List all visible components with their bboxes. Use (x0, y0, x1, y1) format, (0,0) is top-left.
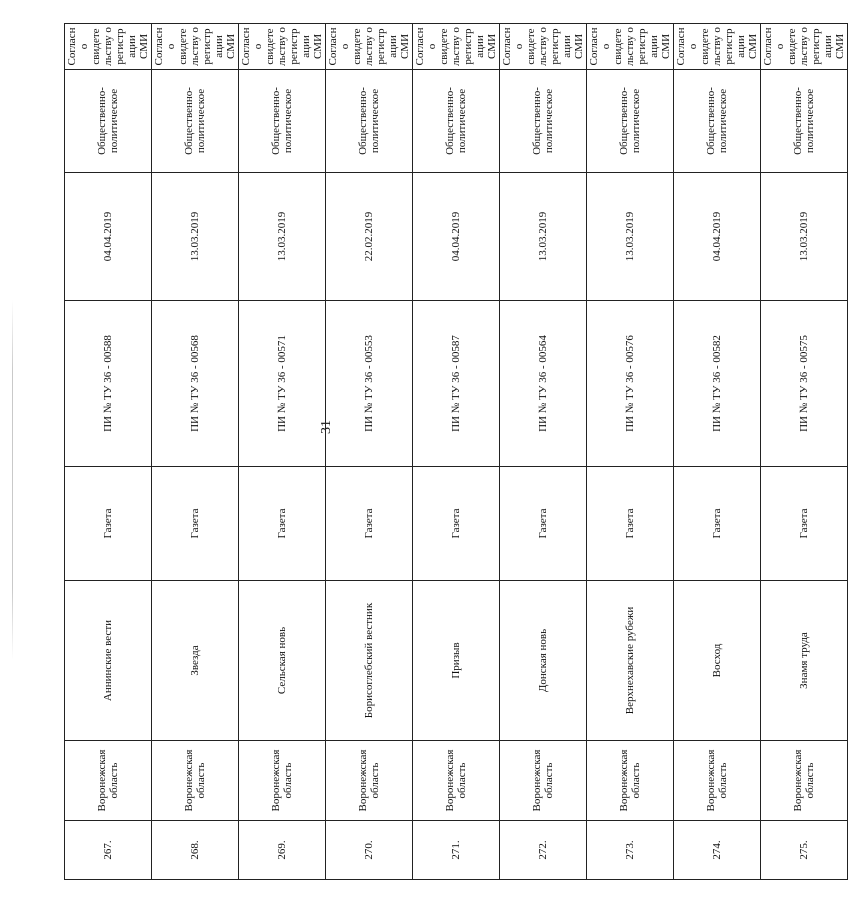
date-cell: 13.03.2019 (152, 173, 239, 301)
registration-cell: ПИ № ТУ 36 - 00564 (500, 301, 587, 467)
date-cell: 13.03.2019 (239, 173, 326, 301)
basis-cell: Согласно свидетельству о регистрации СМИ (587, 24, 674, 70)
table-row (761, 24, 848, 880)
region-cell: Воронежская область (761, 741, 848, 821)
theme-cell: Общественно-политическое (65, 70, 152, 173)
registration-cell: ПИ № ТУ 36 - 00575 (761, 301, 848, 467)
row-number: 274. (674, 821, 761, 880)
basis-cell: Согласно свидетельству о регистрации СМИ (500, 24, 587, 70)
row-number: 270. (326, 821, 413, 880)
basis-cell: Согласно свидетельству о регистрации СМИ (152, 24, 239, 70)
basis-cell: Согласно свидетельству о регистрации СМИ (239, 24, 326, 70)
date-cell: 04.04.2019 (674, 173, 761, 301)
title-cell: Восход (674, 581, 761, 741)
type-cell: Газета (761, 467, 848, 581)
region-cell: Воронежская область (587, 741, 674, 821)
basis-cell: Согласно свидетельству о регистрации СМИ (326, 24, 413, 70)
row-number: 273. (587, 821, 674, 880)
type-cell: Газета (587, 467, 674, 581)
theme-cell: Общественно-политическое (587, 70, 674, 173)
registration-cell: ПИ № ТУ 36 - 00571 (239, 301, 326, 467)
title-cell: Призыв (413, 581, 500, 741)
row-number: 271. (413, 821, 500, 880)
table-row (152, 24, 239, 880)
date-cell: 04.04.2019 (65, 173, 152, 301)
date-cell: 13.03.2019 (500, 173, 587, 301)
region-cell: Воронежская область (413, 741, 500, 821)
row-number: 272. (500, 821, 587, 880)
region-cell: Воронежская область (65, 741, 152, 821)
row-number: 268. (152, 821, 239, 880)
type-cell: Газета (239, 467, 326, 581)
type-cell: Газета (326, 467, 413, 581)
registration-cell: ПИ № ТУ 36 - 00568 (152, 301, 239, 467)
basis-cell: Согласно свидетельству о регистрации СМИ (674, 24, 761, 70)
row-number: 275. (761, 821, 848, 880)
theme-cell: Общественно-политическое (326, 70, 413, 173)
table-row (413, 24, 500, 880)
theme-cell: Общественно-политическое (500, 70, 587, 173)
row-number: 267. (65, 821, 152, 880)
table-row (674, 24, 761, 880)
table-row (239, 24, 326, 880)
registration-cell: ПИ № ТУ 36 - 00553 (326, 301, 413, 467)
region-cell: Воронежская область (239, 741, 326, 821)
page-number: 31 (319, 420, 334, 434)
region-cell: Воронежская область (326, 741, 413, 821)
type-cell: Газета (674, 467, 761, 581)
title-cell: Борисоглебский вестник (326, 581, 413, 741)
theme-cell: Общественно-политическое (674, 70, 761, 173)
title-cell: Верхнехавские рубежи (587, 581, 674, 741)
title-cell: Звезда (152, 581, 239, 741)
registration-cell: ПИ № ТУ 36 - 00576 (587, 301, 674, 467)
type-cell: Газета (65, 467, 152, 581)
region-cell: Воронежская область (500, 741, 587, 821)
title-cell: Донская новь (500, 581, 587, 741)
registration-cell: ПИ № ТУ 36 - 00582 (674, 301, 761, 467)
table-row (65, 24, 152, 880)
row-number: 269. (239, 821, 326, 880)
table-row (500, 24, 587, 880)
basis-cell: Согласно свидетельству о регистрации СМИ (65, 24, 152, 70)
basis-cell: Согласно свидетельству о регистрации СМИ (413, 24, 500, 70)
type-cell: Газета (152, 467, 239, 581)
theme-cell: Общественно-политическое (239, 70, 326, 173)
date-cell: 04.04.2019 (413, 173, 500, 301)
date-cell: 22.02.2019 (326, 173, 413, 301)
theme-cell: Общественно-политическое (152, 70, 239, 173)
media-registry-table (64, 23, 848, 880)
table-row (326, 24, 413, 880)
title-cell: Аннинские вести (65, 581, 152, 741)
registration-cell: ПИ № ТУ 36 - 00587 (413, 301, 500, 467)
registration-cell: ПИ № ТУ 36 - 00588 (65, 301, 152, 467)
region-cell: Воронежская область (152, 741, 239, 821)
theme-cell: Общественно-политическое (413, 70, 500, 173)
title-cell: Знамя труда (761, 581, 848, 741)
table-row (587, 24, 674, 880)
date-cell: 13.03.2019 (587, 173, 674, 301)
date-cell: 13.03.2019 (761, 173, 848, 301)
theme-cell: Общественно-политическое (761, 70, 848, 173)
basis-cell: Согласно свидетельству о регистрации СМИ (761, 24, 848, 70)
type-cell: Газета (500, 467, 587, 581)
title-cell: Сельская новь (239, 581, 326, 741)
type-cell: Газета (413, 467, 500, 581)
region-cell: Воронежская область (674, 741, 761, 821)
scan-edge-line (12, 300, 13, 660)
